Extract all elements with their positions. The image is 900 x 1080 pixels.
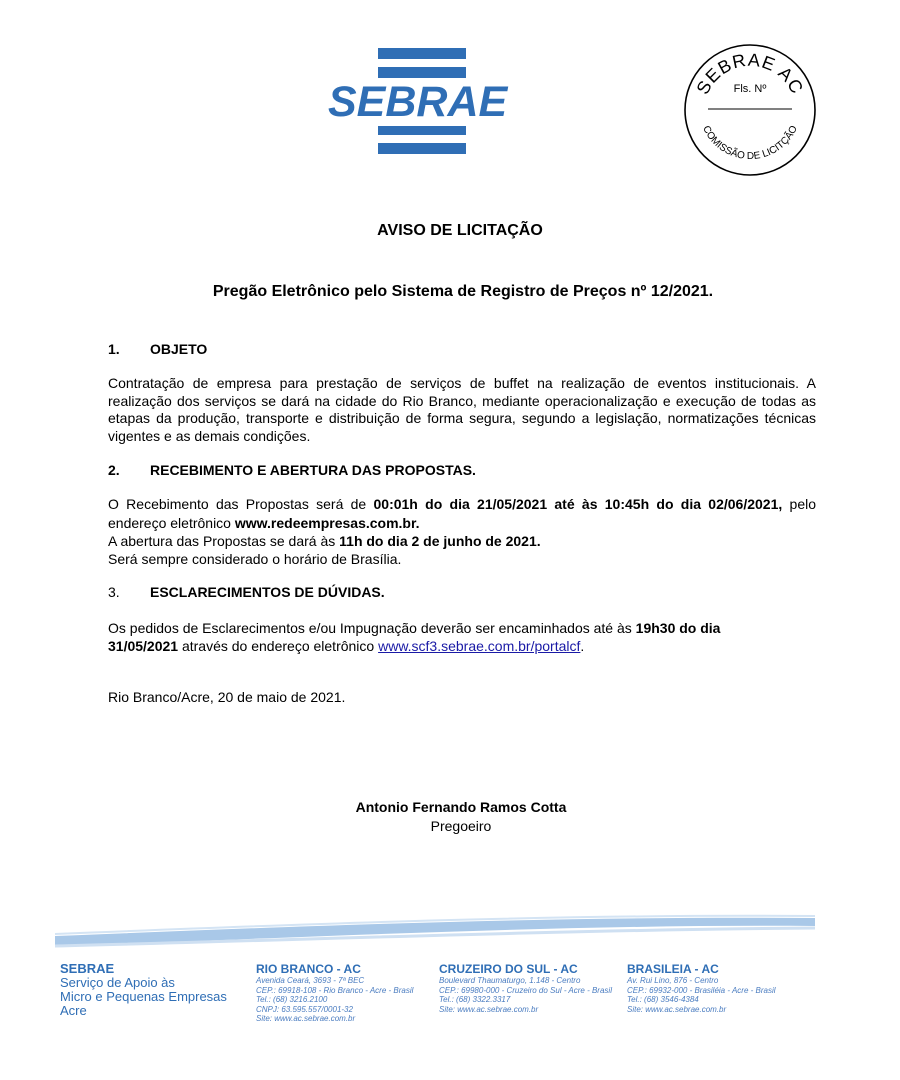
section-3-line-2: 31/05/2021 através do endereço eletrônico www.scf3.sebrae.com.br/portalcf. [108, 638, 585, 654]
section-1-number: 1. [108, 341, 120, 357]
signatory-role: Pregoeiro [430, 818, 492, 834]
section-2-number: 2. [108, 462, 120, 478]
section-2-title: RECEBIMENTO E ABERTURA DAS PROPOSTAS. [150, 462, 476, 478]
section-1-title: OBJETO [150, 341, 208, 357]
place-date: Rio Branco/Acre, 20 de maio de 2021. [108, 689, 346, 705]
section-3-heading [108, 584, 385, 600]
stamp-top-text: SEBRAE AC [692, 49, 808, 98]
section-2-line-4: Será sempre considerado o horário de Brasília. [108, 551, 402, 567]
protocol-stamp [682, 42, 818, 178]
footer-wave [0, 900, 900, 960]
portal-link[interactable]: www.scf3.sebrae.com.br/portalcf [378, 638, 581, 654]
section-3-title: ESCLARECIMENTOS DE DÚVIDAS. [150, 584, 385, 600]
document-title: AVISO DE LICITAÇÃO [377, 222, 543, 239]
footer-brand-name: SEBRAE [60, 961, 115, 976]
office-cruzeiro-do-sul: CRUZEIRO DO SUL - AC Boulevard Thaumaturgo, 1.148 - Centro CEP.: 69980-000 - Cruzeiro do Sul - Acre - Brasil Tel.: (68) 3322.3317 Site: www.ac.sebrae.com.br [439, 962, 612, 1014]
sebrae-logo [326, 48, 508, 158]
document-subtitle: Pregão Eletrônico pelo Sistema de Registro de Preços nº 12/2021. [212, 283, 714, 300]
stamp-field-label: Fls. Nº [733, 83, 767, 95]
section-2-line-3: A abertura das Propostas se dará às 11h do dia 2 de junho de 2021. [108, 533, 541, 549]
section-2-line-2: endereço eletrônico www.redeempresas.com.br. [108, 515, 420, 531]
logo-text: SEBRAE [328, 78, 508, 126]
section-1-body: Contratação de empresa para prestação de serviços de buffet na realização de eventos institucionais. A realização dos serviços se dará na cidade do Rio Branco, mediante operacionalização e execução de todas as etapas da produção, transporte e distribuição de forma segura, segundo a legislação, normatizações técnicas vigentes e as demais condições. [108, 375, 816, 444]
section-1-heading [108, 341, 207, 357]
section-2-line-1: O Recebimento das Propostas será de 00:01h do dia 21/05/2021 até às 10:45h do dia 02/06/2021, pelo [108, 496, 817, 512]
signatory-name: Antonio Fernando Ramos Cotta [355, 799, 567, 815]
section-3-number: 3. [108, 584, 120, 600]
stamp-bottom-text: COMISSÃO DE LICITÇÃO [700, 124, 800, 163]
office-rio-branco: RIO BRANCO - AC Avenida Ceará, 3693 - 7ª BEC CEP.: 69918-108 - Rio Branco - Acre - Brasil Tel.: (68) 3216.2100 CNPJ: 63.595.557/0001-32 Site: www.ac.sebrae.com.br [256, 962, 414, 1024]
footer-brand: SEBRAE Serviço de Apoio às Micro e Pequenas Empresas Acre [60, 961, 227, 1018]
section-3-line-1: Os pedidos de Esclarecimentos e/ou Impugnação deverão ser encaminhados até às 19h30 do dia [108, 620, 721, 636]
section-2-heading [108, 462, 476, 478]
office-brasileia: BRASILEIA - AC Av. Rui Lino, 876 - Centro CEP.: 69932-000 - Brasiléia - Acre - Brasil Tel.: (68) 3546-4384 Site: www.ac.sebrae.com.br [627, 962, 776, 1014]
